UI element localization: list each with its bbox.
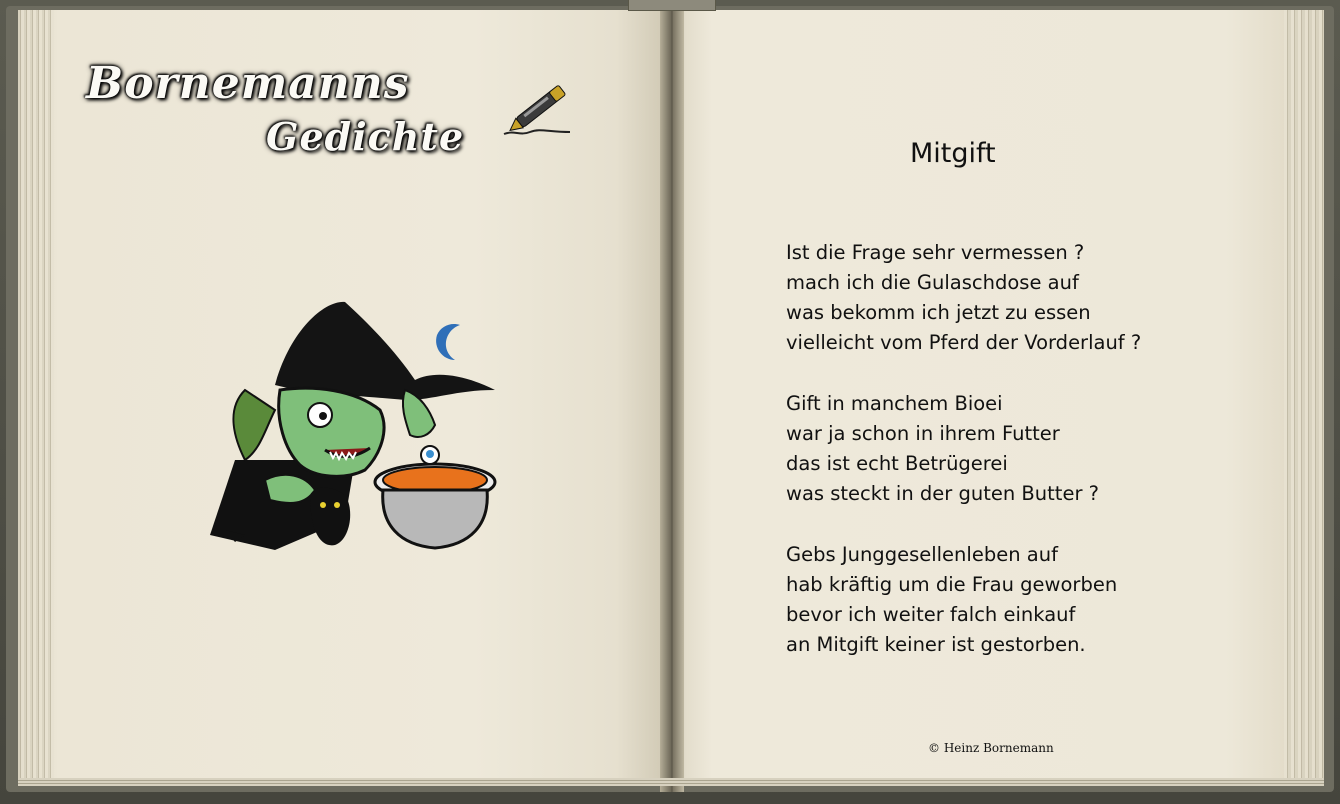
poem-line: das ist echt Betrügerei [786, 452, 1008, 475]
spine-clip [628, 0, 716, 11]
logo-line-gedichte: Gedichte [266, 114, 465, 159]
witch-cauldron-illustration [205, 290, 515, 560]
poem-line: was bekomm ich jetzt zu essen [786, 301, 1091, 324]
page-stack-bottom [18, 778, 1324, 786]
poem-line: Gebs Junggesellenleben auf [786, 543, 1058, 566]
poem-stanza-3 [786, 540, 1117, 660]
poem-stanza-1 [786, 238, 1141, 358]
poem-line: vielleicht vom Pferd der Vorderlauf ? [786, 331, 1142, 354]
page-edge-right [1284, 10, 1324, 778]
logo-line-bornemanns: Bornemanns [86, 58, 410, 109]
poem-line: was steckt in der guten Butter ? [786, 482, 1100, 505]
site-logo[interactable] [80, 58, 480, 168]
poem-title: Mitgift [910, 138, 996, 169]
book-spine [660, 0, 684, 792]
page-edge-left [18, 10, 54, 778]
poem-line: Gift in manchem Bioei [786, 392, 1003, 415]
poem-line: Ist die Frage sehr vermessen ? [786, 241, 1085, 264]
poem-line: war ja schon in ihrem Futter [786, 422, 1060, 445]
fountain-pen-icon [500, 74, 580, 140]
poem-line: mach ich die Gulaschdose auf [786, 271, 1079, 294]
poem-stanza-2 [786, 389, 1099, 509]
poem-line: an Mitgift keiner ist gestorben. [786, 633, 1086, 656]
poem-line: hab kräftig um die Frau geworben [786, 573, 1118, 596]
copyright-notice: © Heinz Bornemann [928, 741, 1054, 755]
poem-line: bevor ich weiter falch einkauf [786, 603, 1076, 626]
